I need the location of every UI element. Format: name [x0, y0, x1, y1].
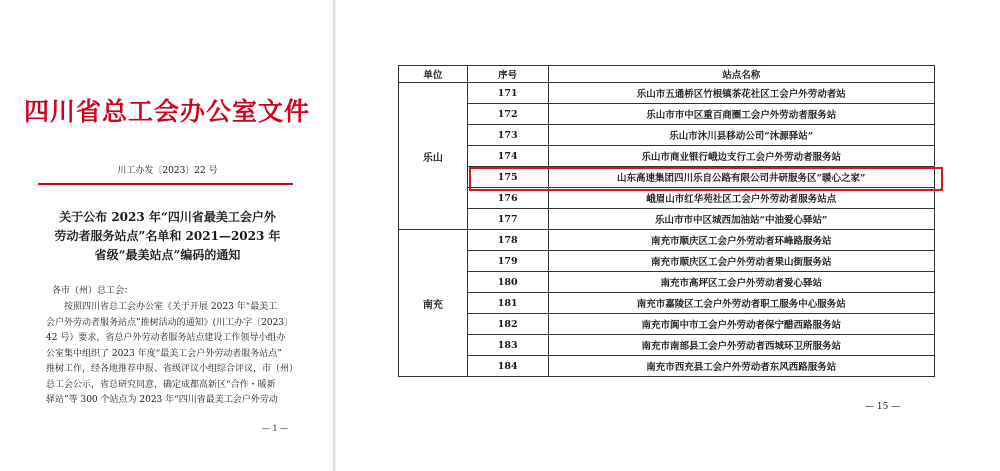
- seq-cell: 175: [467, 167, 548, 188]
- table-row: [399, 146, 935, 167]
- body-line: 总工会公示，省总研究同意，确定成都高新区“合作・暖新: [46, 379, 276, 390]
- notice-title-line: 省级“最美站点”编码的通知: [94, 248, 241, 262]
- station-name-cell: 乐山市五通桥区竹根镇茶花社区工会户外劳动者站: [548, 83, 934, 104]
- body-line: 按照四川省总工会办公室《关于开展 2023 年“最美工: [64, 302, 278, 312]
- table-row: [399, 314, 935, 335]
- notice-title: [30, 208, 305, 265]
- table-row: [399, 335, 935, 356]
- station-name-cell: 南充市顺庆区工会户外劳动者果山街服务站: [548, 251, 934, 272]
- notice-title-line: 关于公布 2023 年“四川省最美工会户外: [59, 210, 276, 224]
- unit-cell: 南充: [399, 230, 468, 377]
- station-name-cell: 山东高速集团四川乐自公路有限公司井研服务区“暖心之家”: [548, 167, 934, 188]
- seq-cell: 183: [467, 335, 548, 356]
- seq-cell: 171: [467, 83, 548, 104]
- table-row-highlighted: [399, 167, 935, 188]
- page-number-left: — 1 —: [262, 424, 289, 433]
- seq-cell: 182: [467, 314, 548, 335]
- table-row: [399, 104, 935, 125]
- unit-cell: 乐山: [399, 83, 468, 230]
- seq-cell: 173: [467, 125, 548, 146]
- station-name-cell: 南充市阆中市工会户外劳动者保宁醋西路服务站: [548, 314, 934, 335]
- header-station-name: 站点名称: [548, 66, 934, 83]
- seq-cell: 176: [467, 188, 548, 209]
- seq-cell: 184: [467, 356, 548, 377]
- table-row: [399, 209, 935, 230]
- table-row: [399, 293, 935, 314]
- stations-table: [398, 65, 935, 377]
- station-name-cell: 乐山市市中区重百商圈工会户外劳动者服务站: [548, 104, 934, 125]
- document-number: 川工办发〔2023〕22 号: [117, 166, 218, 176]
- salutation: 各市（州）总工会：: [52, 286, 134, 296]
- body-line: 驿站”等 300 个站点为 2023 年“四川省最美工会户外劳动: [46, 395, 278, 405]
- body-line: 42 号）要求，省总户外劳动者服务站点建设工作领导小组办: [46, 333, 286, 343]
- station-name-cell: 南充市高坪区工会户外劳动者爱心驿站: [548, 272, 934, 293]
- body-text: [46, 300, 306, 409]
- body-line: 公室集中组织了 2023 年度“最美工会户外劳动者服务站点”: [46, 348, 282, 359]
- seq-cell: 172: [467, 104, 548, 125]
- table-row: [399, 83, 935, 104]
- table-row: [399, 356, 935, 377]
- seq-cell: 174: [467, 146, 548, 167]
- table-row: [399, 230, 935, 251]
- table-row: [399, 188, 935, 209]
- document-header-title: 四川省总工会办公室文件: [24, 97, 311, 126]
- header-seq: 序号: [467, 66, 548, 83]
- station-name-cell: 南充市顺庆区工会户外劳动者环峰路服务站: [548, 230, 934, 251]
- station-name-cell: 乐山市商业银行峨边支行工会户外劳动者服务站: [548, 146, 934, 167]
- table-row: [399, 272, 935, 293]
- page-number-right: — 15 —: [865, 402, 901, 412]
- header-unit: 单位: [399, 66, 468, 83]
- station-name-cell: 乐山市沐川县移动公司“沐源驿站”: [548, 125, 934, 146]
- table-row: [399, 251, 935, 272]
- station-name-cell: 峨眉山市红华苑社区工会户外劳动者服务站点: [548, 188, 934, 209]
- seq-cell: 178: [467, 230, 548, 251]
- station-name-cell: 南充市西充县工会户外劳动者东风西路服务站: [548, 356, 934, 377]
- station-name-cell: 南充市嘉陵区工会户外劳动者职工服务中心服务站: [548, 293, 934, 314]
- notice-title-line: 劳动者服务站点”名单和 2021—2023 年: [54, 229, 281, 243]
- seq-cell: 180: [467, 272, 548, 293]
- left-page: [0, 0, 335, 471]
- seq-cell: 177: [467, 209, 548, 230]
- body-line: 会户外劳动者服务站点”推树活动的通知》(川工办字〔2023〕: [46, 317, 294, 328]
- red-divider-rule: [38, 183, 293, 185]
- station-name-cell: 乐山市市中区城西加油站“中油爱心驿站”: [548, 209, 934, 230]
- body-line: 推树工作，经各地推荐申报、省级评议小组综合评议，市（州）: [46, 364, 299, 374]
- station-name-cell: 南充市南部县工会户外劳动者西城环卫所服务站: [548, 335, 934, 356]
- seq-cell: 179: [467, 251, 548, 272]
- seq-cell: 181: [467, 293, 548, 314]
- table-header-row: [399, 66, 935, 83]
- right-page: [337, 0, 1000, 471]
- table-row: [399, 125, 935, 146]
